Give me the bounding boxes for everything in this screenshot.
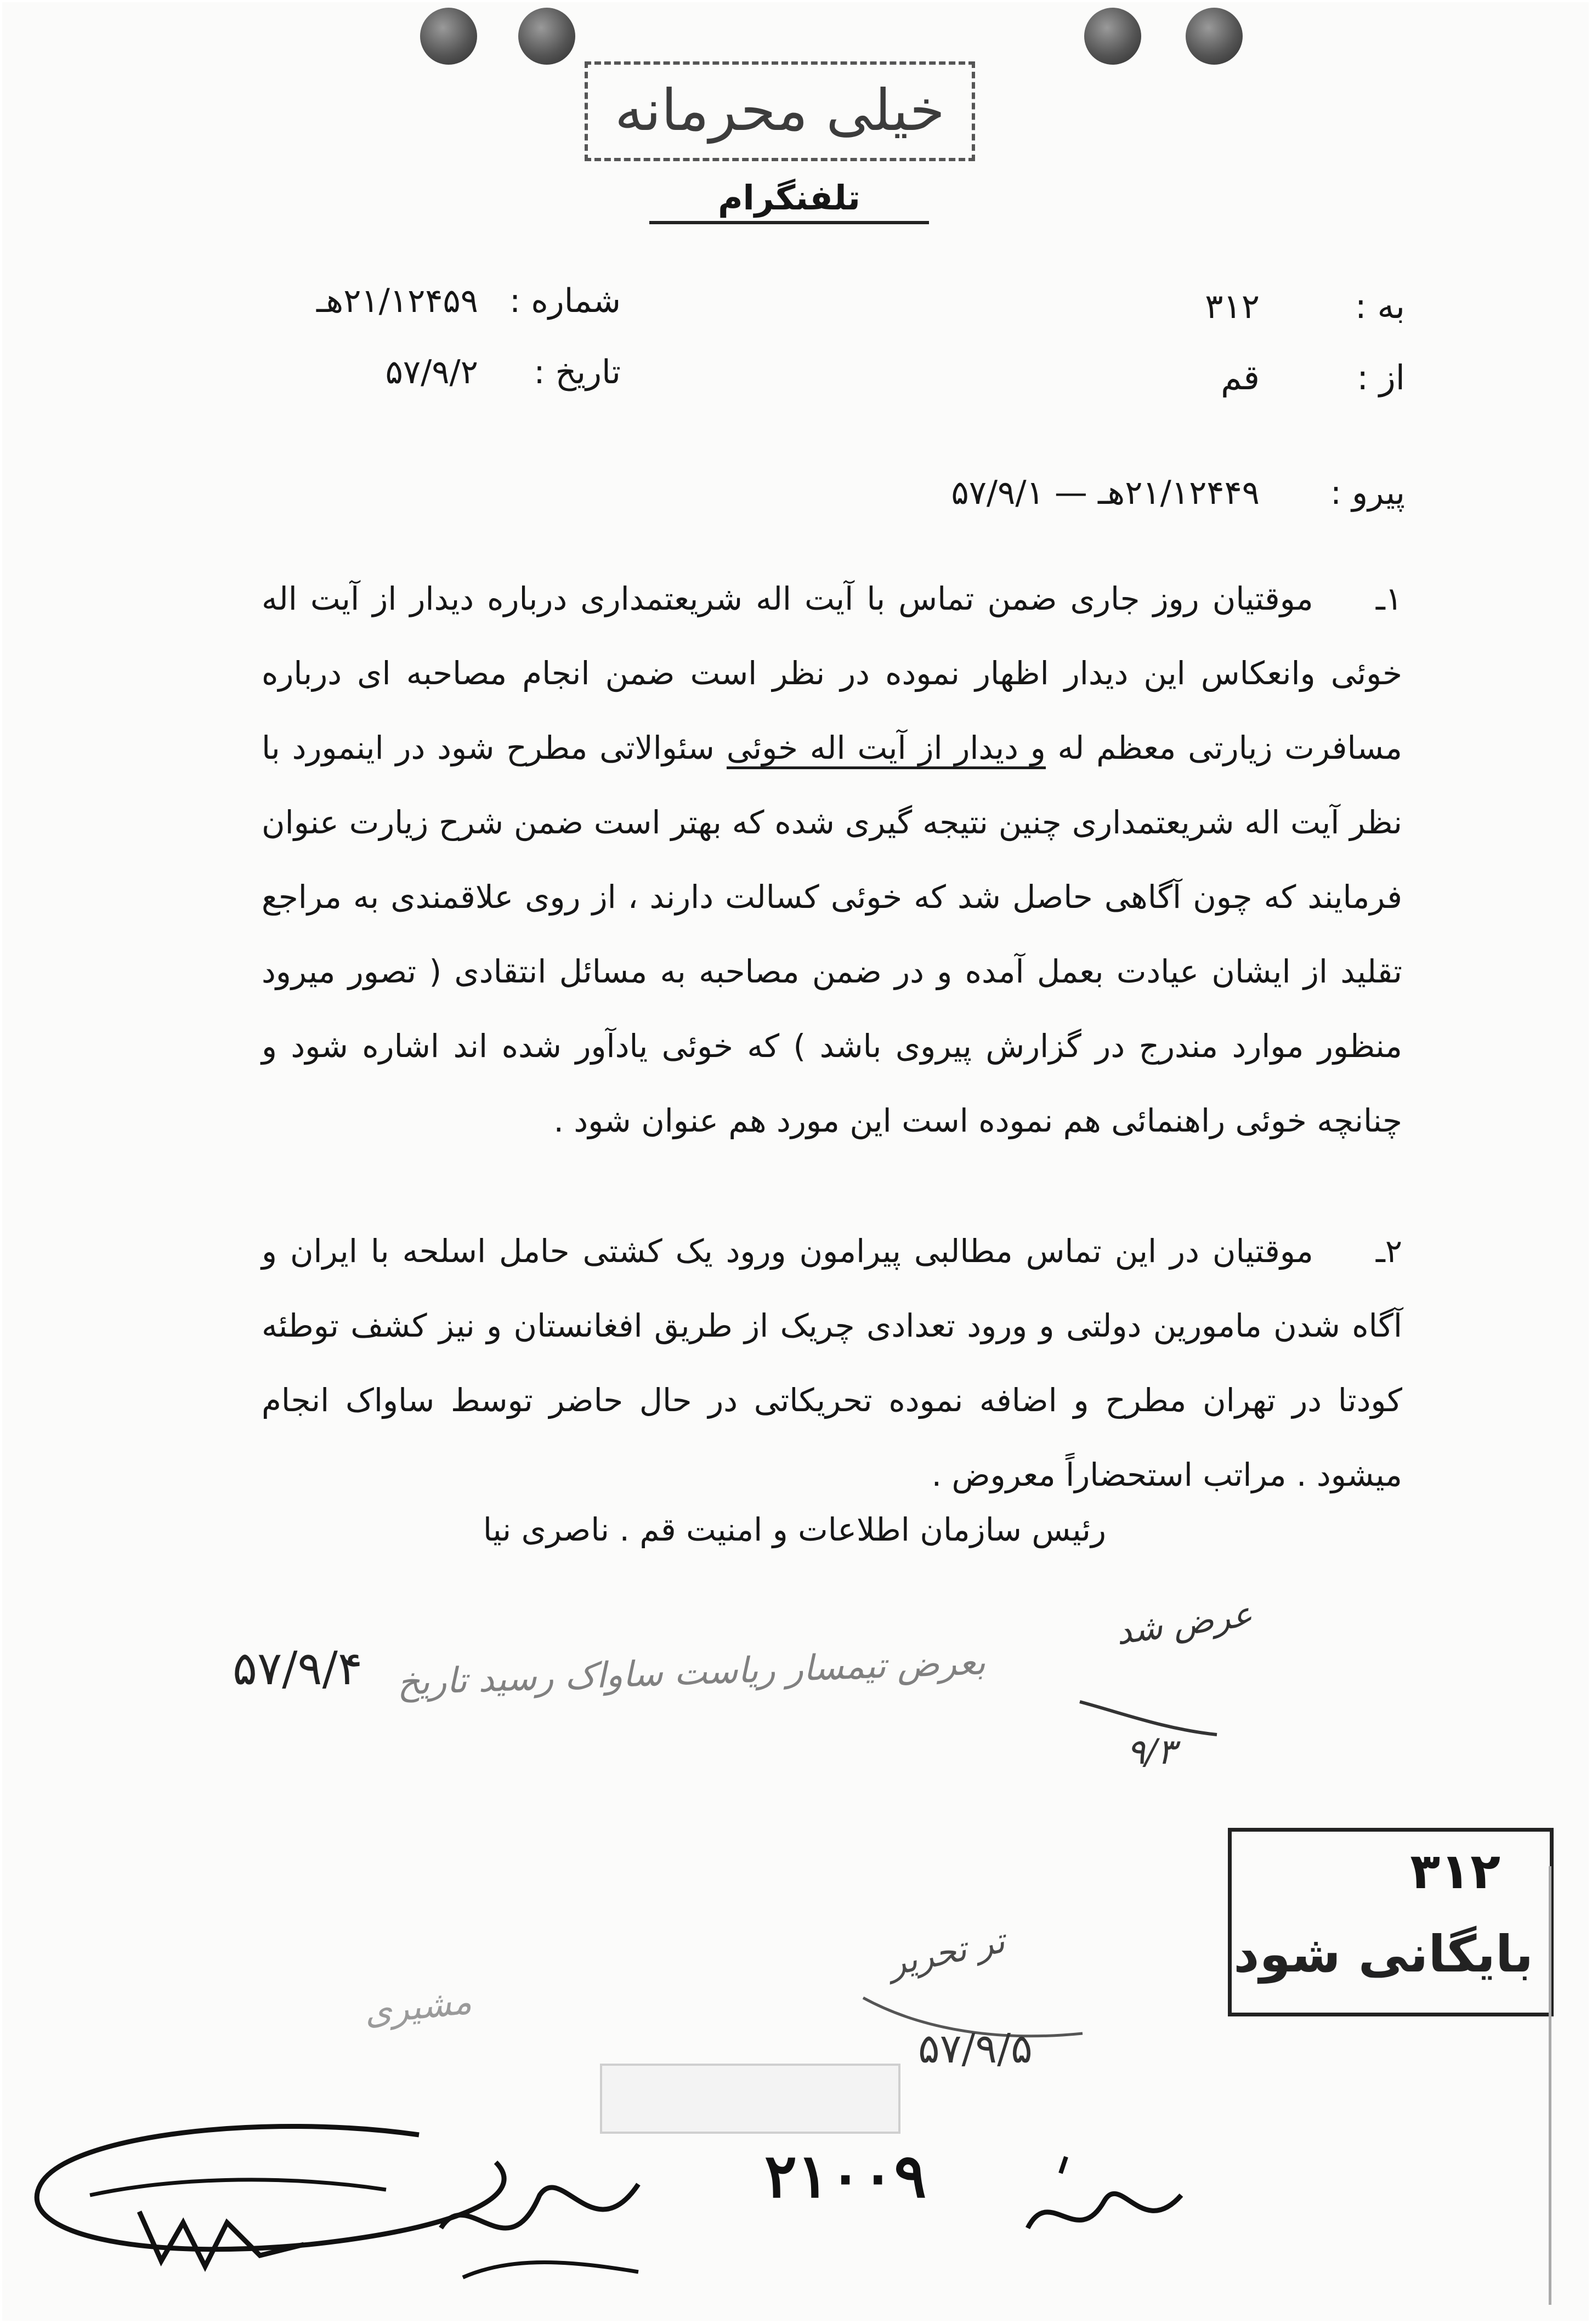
right-edge-line: [1549, 1866, 1551, 2305]
handwritten-routing-date: ۵۷/۹/۴: [233, 1641, 363, 1695]
punch-hole-icon: [420, 8, 477, 65]
filing-box-stamp: [1228, 1828, 1554, 2016]
punch-hole-icon: [518, 8, 575, 65]
lower-note: تر تحریر: [885, 1920, 1009, 1984]
punch-hole-icon: [1084, 8, 1141, 65]
reference-label: پیرو :: [1330, 474, 1405, 512]
from-label: از :: [1357, 357, 1405, 397]
margin-note-date: ۹/۳: [1126, 1732, 1176, 1772]
margin-note: عرض شد: [1113, 1593, 1255, 1653]
paragraph-2-text: موقتیان در این تماس مطالبی پیرامون ورود یک کشتی حامل اسلحه با ایران و آگاه شدن مامورین دولتی و ورود تعدادی چریک از طریق افغانستان و نیز کشف توطئه کودتا در تهران مطرح و اضافه نموده تحریکاتی در حال حاضر توسط ساواک انجام میشود . مراتب استحضاراً معروض .: [262, 1232, 1402, 1493]
punch-hole-icon: [1186, 8, 1243, 65]
bottom-number: ۲۱۰۰۹: [764, 2140, 927, 2211]
reference-value: ۲۱/۱۲۴۴۹هـ — ۵۷/۹/۱: [951, 474, 1260, 512]
signature-line: رئیس سازمان اطلاعات و امنیت قم . ناصری نیا: [483, 1511, 1106, 1548]
lower-note-date: ۵۷/۹/۵: [918, 2025, 1033, 2072]
box-text: بایگانی شود: [1233, 1925, 1533, 1984]
handwritten-initials: [430, 2129, 660, 2305]
number-label: شماره :: [509, 282, 621, 320]
paragraph-1-underlined-text: و دیدار از آیت اله خوئی: [727, 729, 1046, 769]
paragraph-2-number: ۲ـ: [1375, 1232, 1402, 1270]
from-value: قم: [1221, 357, 1260, 397]
date-label: تاریخ :: [534, 353, 621, 391]
to-label: به :: [1355, 286, 1405, 326]
handwritten-routing-note: بعرض تیمسار ریاست ساواک رسید تاریخ: [396, 1642, 987, 1703]
document-page: [2, 2, 1589, 2321]
classification-stamp: [585, 61, 975, 161]
document-type: تلفنگرام: [649, 178, 929, 224]
paragraph-1: [262, 561, 1402, 1203]
paragraph-1-continuation: سئوالاتی مطرح شود در اینمورد با نظر آیت اله شریعتمداری چنین نتیجه گیری شده که بهتر است ضمن شرح زیارت عنوان فرمایند که چون آگاهی حاصل شد که خوئی کسالت دارند ، از روی علاقمندی به مراجع تقلید از ایشان عیادت بعمل آمده و در ضمن مصاحبه به مسائل انتقادی ( تصور میرود منظور موارد مندرج در گزارش پیروی باشد ) که خوئی یادآور شده اند اشاره شود و چنانچه خوئی راهنمائی هم نموده است این مورد هم عنوان شود .: [262, 729, 1402, 1139]
left-scribble: مشیری: [362, 1981, 474, 2033]
paragraph-1-text: موقتیان روز جاری ضمن تماس با آیت اله شریعتمداری درباره دیدار از آیت اله خوئی وانعکاس این دیدار اظهار نموده در نظر است ضمن انجام مصاحبه ای درباره مسافرت زیارتی معظم له: [262, 580, 1402, 766]
scan-artifact: [600, 2064, 900, 2134]
paragraph-1-number: ۱ـ: [1375, 580, 1403, 617]
handwritten-signature: [1017, 2151, 1198, 2272]
classification-stamp-text: خیلی محرمانه: [614, 77, 945, 144]
number-value: ۲۱/۱۲۴۵۹هـ: [316, 282, 478, 320]
date-value: ۵۷/۹/۲: [385, 353, 478, 391]
paragraph-2: [262, 1214, 1402, 1521]
to-value: ۳۱۲: [1205, 286, 1260, 326]
box-number: ۳۱۲: [1410, 1843, 1500, 1900]
